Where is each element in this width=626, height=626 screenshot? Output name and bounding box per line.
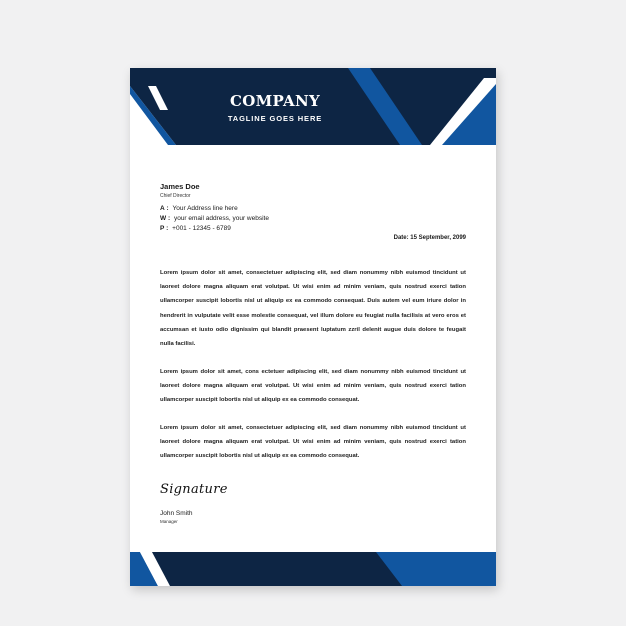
- body-paragraph-3: Lorem ipsum dolor sit amet, consectetuer adipiscing elit, sed diam nonummy nibh euismod tincidunt ut laoreet dolore magna aliquam erat volutpat. Ut wisi enim ad minim veniam, quis nostrud exerci tation ullamcorper suscipit lobortis nisl ut aliquip ex ea commodo consequat.: [160, 425, 466, 460]
- sender-title: Chief Director: [160, 193, 191, 199]
- signer-title: Manager: [160, 519, 178, 524]
- company-name: COMPANY: [230, 92, 320, 110]
- body-paragraph-1: Lorem ipsum dolor sit amet, consectetuer adipiscing elit, sed diam nonummy nibh euismod tincidunt ut laoreet dolore magna aliquam erat volutpat. Ut wisi enim ad minim veniam, quis nostrud exerci tation ullamcorper suscipit lobortis nisl ut aliquip ex ea commodo consequat. Duis autem vel eum iriure dolor in hendrerit in vulputate velit esse molestie consequat, vel illum dolore eu feugiat nulla facilisis at vero eros et accumsan et iusto odio dignissim qui blandit praesent luptatum zzril delenit augue duis dolore te feugait nulla facilisi.: [160, 270, 466, 348]
- contact-key: A: [160, 205, 165, 212]
- contact-key: W: [160, 215, 167, 222]
- contact-value: your email address, your website: [173, 215, 269, 222]
- contact-web: W : your email address, your website: [160, 215, 269, 222]
- contact-key: P: [160, 225, 165, 232]
- company-tagline: TAGLINE GOES HERE: [227, 114, 323, 123]
- footer-band: [130, 552, 496, 586]
- contact-address: A : Your Address line here: [160, 205, 238, 212]
- signature-script: Signature: [160, 482, 228, 497]
- contact-value: Your Address line here: [172, 205, 238, 212]
- letter-date: Date: 15 September, 2099: [393, 235, 466, 241]
- sender-name: James Doe: [160, 182, 200, 191]
- contact-phone: P : +001 - 12345 - 6789: [160, 225, 231, 232]
- contact-value: +001 - 12345 - 6789: [172, 225, 231, 232]
- letterhead-page: [130, 68, 496, 586]
- signer-name: John Smith: [160, 510, 193, 517]
- body-paragraph-2: Lorem ipsum dolor sit amet, cons ectetuer adipiscing elit, sed diam nonummy nibh euismod tincidunt ut laoreet dolore magna aliquam erat volutpat. Ut wisi enim ad minim veniam, quis nostrud exerci tation ullamcorper suscipit lobortis nisl ut aliquip ex ea commodo consequat.: [160, 369, 466, 404]
